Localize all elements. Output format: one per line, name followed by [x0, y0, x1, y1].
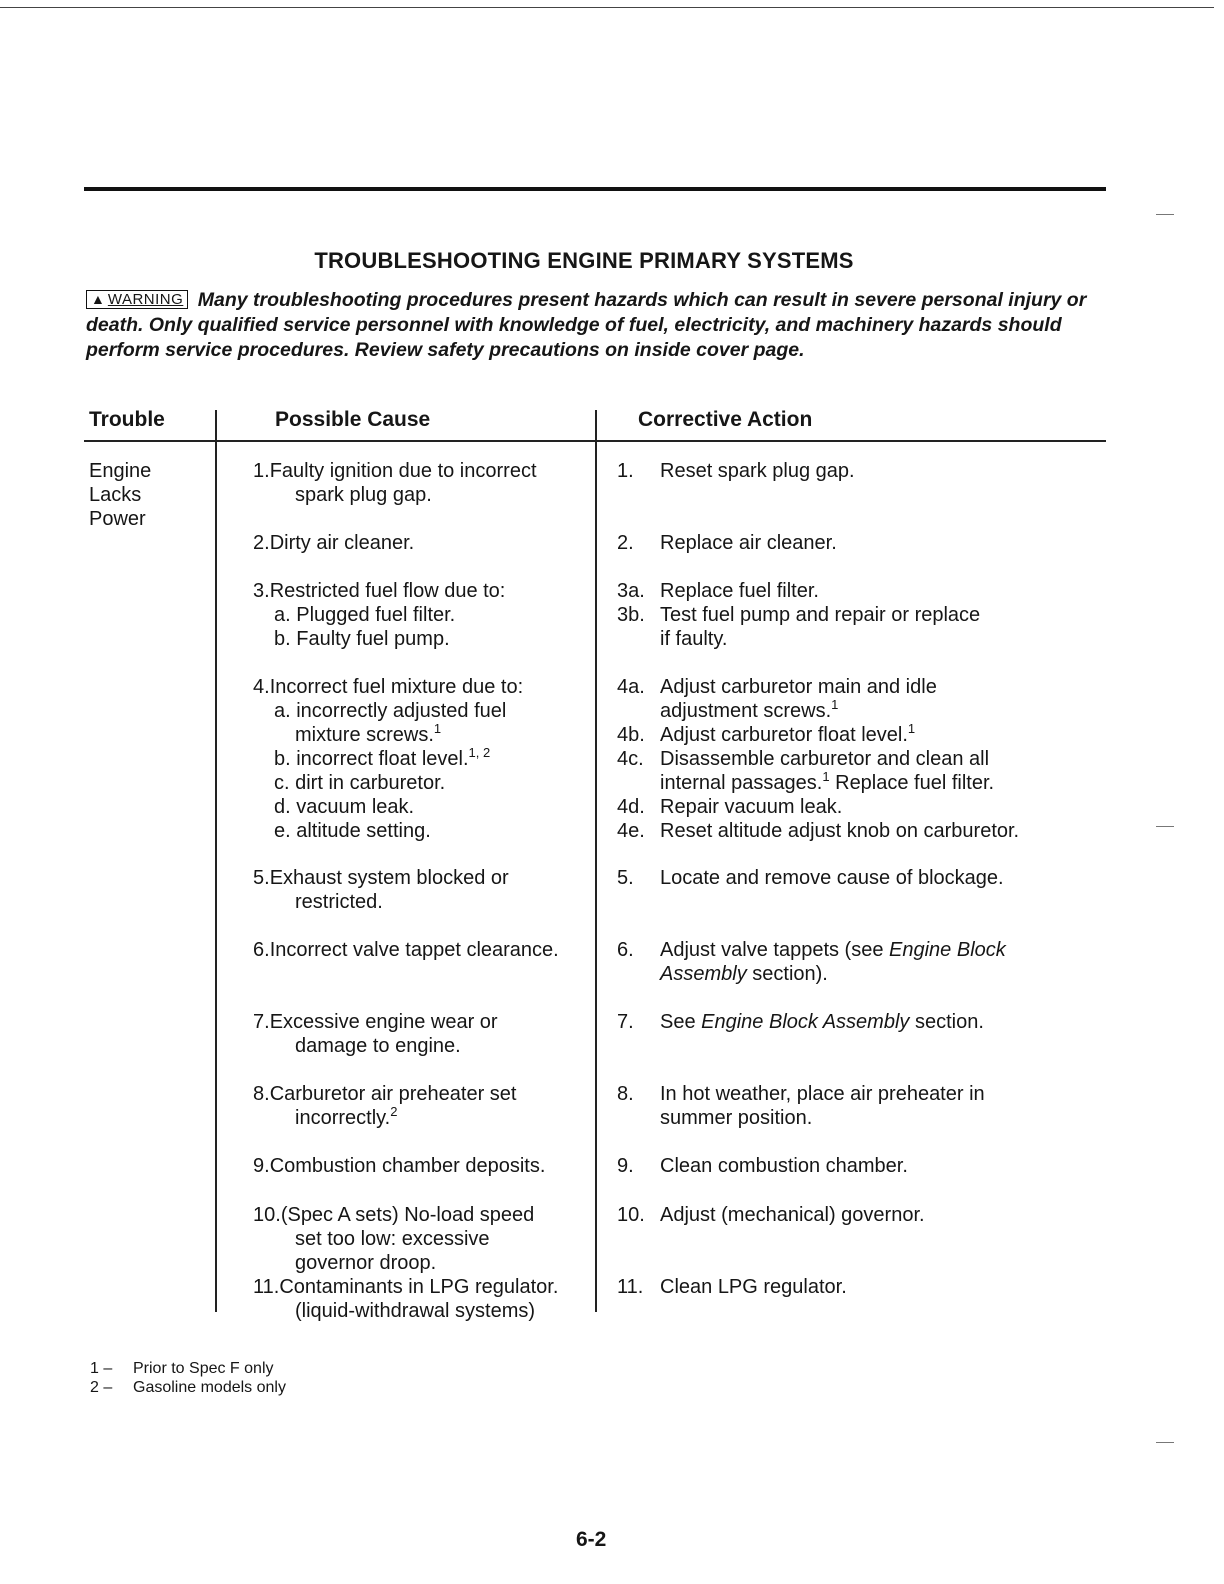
footnote-1: 1 – Prior to Spec F only [90, 1360, 274, 1377]
margin-mark [1156, 214, 1174, 215]
page-number: 6-2 [576, 1528, 607, 1551]
action-8: 8. In hot weather, place air preheater in summer position. [617, 1083, 985, 1129]
cause-6: 6.Incorrect valve tappet clearance. [253, 939, 559, 961]
footnote-2: 2 – Gasoline models only [90, 1379, 286, 1396]
header-trouble: Trouble [89, 408, 165, 431]
action-11: 11. Clean LPG regulator. [617, 1276, 847, 1298]
warning-badge-label: WARNING [107, 291, 184, 308]
cause-9: 9.Combustion chamber deposits. [253, 1155, 546, 1177]
action-5: 5. Locate and remove cause of blockage. [617, 867, 1004, 889]
cause-1: 1.Faulty ignition due to incorrect spark plug gap. [253, 460, 537, 506]
action-9: 9. Clean combustion chamber. [617, 1155, 908, 1177]
header-underline [84, 440, 1106, 442]
action-1: 1. Reset spark plug gap. [617, 460, 855, 482]
warning-text: Many troubleshooting procedures present hazards which can result in severe personal injury or death. Only qualified service personnel with knowledge of fuel, electricity, and machinery hazards should perform service procedures. Review safety precautions on inside cover page. [86, 289, 1087, 361]
cause-2: 2.Dirty air cleaner. [253, 532, 415, 554]
column-divider-left [215, 410, 217, 1312]
action-7: 7. See Engine Block Assembly section. [617, 1011, 984, 1033]
cause-5: 5.Exhaust system blocked or restricted. [253, 867, 509, 913]
cause-7: 7.Excessive engine wear or damage to engine. [253, 1011, 498, 1057]
header-possible-cause: Possible Cause [275, 408, 431, 431]
cause-4: 4.Incorrect fuel mixture due to: a. incorrectly adjusted fuel mixture screws.$^1$ b. incorrect float level.$^{1, 2}$ c. dirt in carburetor. d. vacuum leak. e. altitude setting. [253, 676, 524, 842]
action-2: 2. Replace air cleaner. [617, 532, 837, 554]
action-6: 6. Adjust valve tappets (see Engine Block Assembly section). [617, 939, 1006, 985]
footnotes [90, 1359, 286, 1397]
warning-block [86, 288, 1106, 363]
header-rule [84, 187, 1106, 191]
action-10: 10. Adjust (mechanical) governor. [617, 1204, 925, 1226]
header-corrective-action: Corrective Action [638, 408, 813, 431]
cause-10: 10.(Spec A sets) No-load speed set too low: excessive governor droop. 11.Contaminants in LPG regulator. (liquid-withdrawal systems) [253, 1204, 559, 1322]
action-4: 4a. Adjust carburetor main and idle adjustment screws.$^1$ 4b. Adjust carburetor float level.$^1$ 4c. Disassemble carburetor and clean all internal passages.$^1$ Replace fuel filter. 4d. Repair vacuum leak. 4e. Reset altitude adjust knob on carburetor. [617, 676, 1020, 842]
cause-8: 8.Carburetor air preheater set incorrectly.$^2$ [253, 1083, 517, 1129]
margin-mark [1156, 1442, 1174, 1443]
page-title: TROUBLESHOOTING ENGINE PRIMARY SYSTEMS [314, 248, 854, 273]
margin-mark [1156, 826, 1174, 827]
action-3: 3a. Replace fuel filter. 3b. Test fuel pump and repair or replace if faulty. [617, 580, 981, 650]
top-rule [0, 7, 1214, 8]
warning-triangle-icon: ▲ [91, 291, 105, 307]
trouble-engine-lacks-power: Engine Lacks Power [89, 460, 152, 530]
cause-3: 3.Restricted fuel flow due to: a. Plugged fuel filter. b. Faulty fuel pump. [253, 580, 506, 650]
warning-badge [86, 290, 188, 309]
